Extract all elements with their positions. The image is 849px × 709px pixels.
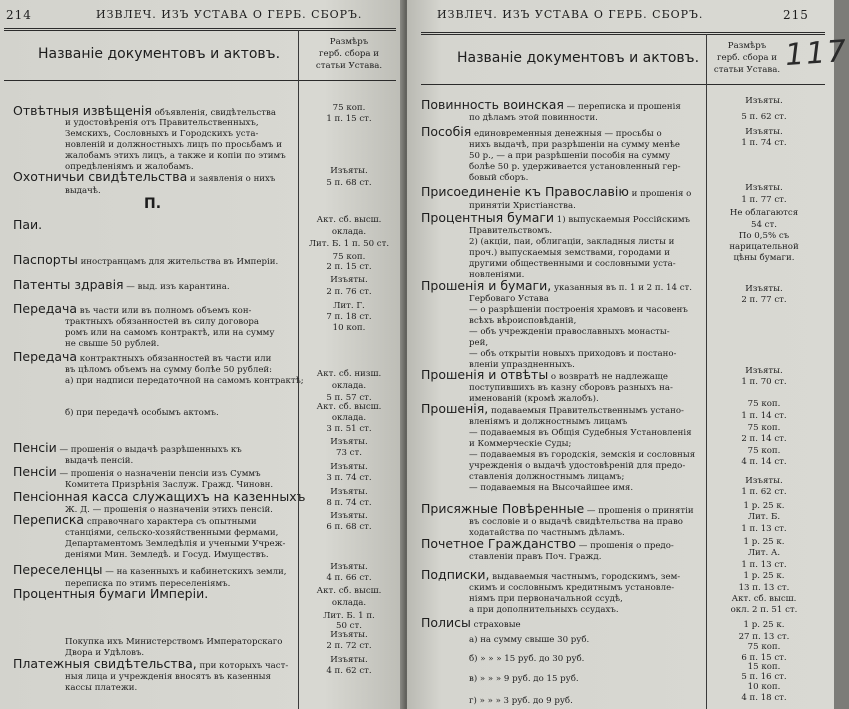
entry-text: вленіямъ и должностнымъ лицамъ — [469, 417, 628, 427]
stamp-duty-size: Изъяты. — [745, 127, 783, 137]
entry-text: — подаваемыя въ городскія, земскія и сословныя — [469, 450, 696, 460]
stamp-duty-size: 1 п. 15 ст. — [326, 114, 372, 124]
stamp-duty-size: 1 р. 25 к. — [743, 571, 785, 581]
entry-text: кассы платежи. — [65, 683, 138, 693]
stamp-duty-size: 2 п. 15 ст. — [326, 262, 372, 272]
entry-text: — переписка и прошенія — [563, 102, 681, 112]
entry-text: бовый сборъ. — [469, 173, 529, 183]
column-heading-size-1: Размѣръ — [329, 37, 369, 47]
stamp-duty-size: 1 р. 25 к. — [743, 537, 785, 547]
stamp-duty-size: оклада. — [331, 413, 367, 423]
entry-text: новленіями. — [469, 270, 525, 280]
entry-text: ромъ или на самомъ контрактѣ, или на сумму — [65, 328, 275, 338]
stamp-duty-size: Изъяты. — [745, 366, 783, 376]
entry-continuation-line — [469, 599, 619, 615]
stamp-duty-size: Лит. Г. — [333, 301, 365, 311]
column-heading-name: Названіе документовъ и актовъ. — [38, 46, 281, 62]
entry-text: по дѣламъ этой повинности. — [469, 113, 598, 123]
entry-title-line — [13, 216, 42, 232]
entry-text: контрактныхъ обязанностей въ части или — [77, 354, 272, 364]
stamp-duty-size: Лит. Б. 1 п. 50 ст. — [308, 239, 390, 249]
stamp-duty-size: 4 п. 62 ст. — [326, 666, 372, 676]
entry-text: при которыхъ част- — [196, 661, 289, 671]
stamp-duty-size: Изъяты. — [745, 476, 783, 486]
stamp-duty-size: Лит. А. — [747, 548, 781, 558]
entry-continuation-line — [65, 180, 101, 196]
entry-text: и заявленія о нихъ — [187, 174, 276, 184]
entry-title-line — [421, 277, 692, 293]
entry-continuation-line — [65, 402, 219, 418]
left-page — [0, 0, 405, 709]
entry-text: и прошенія о — [628, 189, 692, 199]
entry-text: — прошенія о принятіи — [584, 506, 694, 516]
entry-keyword: Повинность воинская — [421, 97, 564, 112]
column-heading-size-3: статьи Устава. — [315, 61, 383, 71]
entry-keyword: Подписки, — [421, 567, 490, 582]
entry-text: указанныя въ п. 1 и 2 п. 14 ст. — [551, 283, 693, 293]
stamp-duty-size: Акт. сб. высш. — [316, 402, 382, 412]
entry-keyword: Прошенія и отвѣты — [421, 367, 549, 382]
entry-continuation-line — [469, 648, 584, 664]
entry-text: Гербоваго Устава — [469, 294, 549, 304]
entry-text: — на казенныхъ и кабинетскихъ земли, — [102, 567, 287, 577]
entry-title-line — [13, 276, 230, 292]
stamp-duty-size: 10 коп. — [332, 323, 366, 333]
entry-text: выдачѣ. — [65, 186, 101, 196]
column-heading-size-3: статьи Устава. — [713, 65, 781, 75]
entry-keyword: Паспорты — [13, 252, 78, 267]
stamp-duty-size: Изъяты. — [330, 166, 368, 176]
stamp-duty-size: 2 п. 77 ст. — [741, 295, 787, 305]
entry-text: Покупка ихъ Министерствомъ Императорскаго — [65, 637, 283, 647]
entry-continuation-line — [469, 690, 573, 706]
entry-text: ніямъ при первоначальной ссудѣ, — [469, 594, 623, 604]
stamp-duty-size: Лит. Б. 1 п. — [323, 611, 375, 621]
entry-keyword: Патенты здравія — [13, 277, 124, 292]
stamp-duty-size: 8 п. 74 ст. — [326, 498, 372, 508]
entry-text: ставленіи правъ Поч. Гражд. — [469, 552, 602, 562]
stamp-duty-size: 5 п. 16 ст. — [741, 672, 787, 682]
stamp-duty-size: 10 коп. — [747, 682, 781, 692]
entry-text: — прошенія о выдачѣ разрѣшенныхъ къ — [56, 445, 242, 455]
entry-text: въ части или въ полномъ объемъ кон- — [77, 306, 252, 316]
entry-text: — объ открытіи новыхъ приходовъ и постано- — [469, 349, 677, 359]
stamp-duty-size: 6 п. 68 ст. — [326, 522, 372, 532]
stamp-duty-size: 2 п. 76 ст. — [326, 287, 372, 297]
entry-text: опредѣленіямъ и жалобамъ. — [65, 162, 194, 172]
stamp-duty-size: 1 п. 13 ст. — [741, 524, 787, 534]
running-head: ИЗВЛЕЧ. ИЗЪ УСТАВА О ГЕРБ. СБОРЪ. — [437, 8, 704, 21]
entry-keyword: Переписка — [13, 512, 85, 527]
stamp-duty-size: Изъяты. — [330, 655, 368, 665]
entry-text: переписка по этимъ переселеніямъ. — [65, 579, 231, 589]
entry-text: не свыше 50 рублей. — [65, 339, 160, 349]
entry-text: вленіи упраздненныхъ. — [469, 360, 575, 370]
right-page — [407, 0, 849, 709]
stamp-duty-size: 1 п. 62 ст. — [741, 487, 787, 497]
entry-text: Правительствомъ. — [469, 226, 553, 236]
stamp-duty-size: Не облагаются — [729, 208, 799, 218]
entry-text: а при дополнительныхъ ссудахъ. — [469, 605, 619, 615]
stamp-duty-size: 75 коп. — [332, 103, 366, 113]
entry-text: Ж. Д. — прошенія о назначеніи этихъ пенсій. — [65, 505, 273, 515]
entry-continuation-line — [65, 333, 159, 349]
entry-text: и Коммерческіе Суды; — [469, 439, 572, 449]
stamp-duty-size: Акт. сб. высш. — [316, 586, 382, 596]
entry-text: Комитета Призрѣнія Заслуж. Гражд. Чиновн. — [65, 480, 274, 490]
stamp-duty-size: 1 п. 13 ст. — [741, 560, 787, 570]
entry-text: Земскихъ, Сословныхъ и Городскихъ уста- — [65, 129, 259, 139]
entry-keyword: Паи. — [13, 217, 43, 232]
entry-text: Департаментомъ Земледѣлія и учеными Учреж- — [65, 539, 286, 549]
stamp-duty-size: 75 коп. — [747, 399, 781, 409]
stamp-duty-size: Изъяты. — [745, 96, 783, 106]
entry-text: б) при передачѣ особымъ актомъ. — [65, 408, 219, 418]
entry-text: — подаваемыя въ Общія Судебныя Установленія — [469, 428, 692, 438]
entry-keyword: Пособія — [421, 124, 472, 139]
entry-title-line — [13, 585, 208, 601]
entry-text: а) на сумму свыше 30 руб. — [469, 635, 590, 645]
stamp-duty-size: По 0,5% съ — [738, 231, 790, 241]
entry-text: ставленія должностнымъ лицамъ; — [469, 472, 625, 482]
entry-continuation-line — [469, 167, 528, 183]
entry-title-line — [13, 251, 278, 267]
entry-continuation-line — [469, 629, 589, 645]
entry-continuation-line — [65, 544, 269, 560]
stamp-duty-size: 4 п. 66 ст. — [326, 573, 372, 583]
stamp-duty-size: Изъяты. — [330, 462, 368, 472]
entry-text: въ сословіе и о выдачѣ свидѣтельства на право — [469, 517, 683, 527]
stamp-duty-size: 27 п. 13 ст. — [738, 632, 790, 642]
entry-title-line — [13, 168, 275, 184]
entry-continuation-line — [65, 677, 137, 693]
stamp-duty-size: Акт. сб. высш. — [731, 594, 797, 604]
entry-text: — выд. изъ карантина. — [123, 282, 230, 292]
stamp-duty-size: 7 п. 18 ст. — [326, 312, 372, 322]
stamp-duty-size: оклада. — [331, 381, 367, 391]
entry-keyword: Присоединеніе къ Православію — [421, 184, 629, 199]
stamp-duty-size: 3 п. 74 ст. — [326, 473, 372, 483]
stamp-duty-size: Лит. Б. — [747, 512, 781, 522]
entry-text: учрежденія о выдачѣ удостовѣреній для предо- — [469, 461, 686, 471]
entry-keyword: Почетное Гражданство — [421, 536, 577, 551]
entry-keyword: Прошенія, — [421, 401, 489, 416]
stamp-duty-size: 1 п. 77 ст. — [741, 195, 787, 205]
stamp-duty-size: 5 п. 68 ст. — [326, 178, 372, 188]
entry-title-line — [421, 209, 690, 225]
page-number: 215 — [783, 8, 809, 22]
entry-continuation-line — [65, 370, 304, 386]
stamp-duty-size: 1 р. 25 к. — [743, 620, 785, 630]
stamp-duty-size: Изъяты. — [745, 183, 783, 193]
stamp-duty-size: 4 п. 14 ст. — [741, 457, 787, 467]
stamp-duty-size: 6 п. 15 ст. — [741, 653, 787, 663]
entry-text: 50 р., — а при разрѣшеніи пособія на сумму — [469, 151, 671, 161]
stamp-duty-size: 1 п. 74 ст. — [741, 138, 787, 148]
entry-continuation-line — [469, 321, 670, 337]
entry-text: Двора и Удѣловъ. — [65, 648, 145, 658]
header-rule-top — [4, 28, 396, 31]
stamp-duty-size: Акт. сб. высш. — [316, 215, 382, 225]
stamp-duty-size: нарицательной — [729, 242, 799, 252]
entry-text: станціями, сельско-хозяйственными фермами, — [65, 528, 279, 538]
header-rule-bottom — [4, 80, 396, 81]
entry-text: выдачѣ пенсій. — [65, 456, 134, 466]
entry-text: въ цѣломъ объемъ на сумму болѣе 50 рублей: — [65, 365, 273, 375]
stamp-duty-size: Изъяты. — [330, 511, 368, 521]
entry-text: принятіи Христіанства. — [469, 201, 576, 211]
entry-text: объявленія, свидѣтельства — [151, 108, 276, 118]
stamp-duty-size: 1 р. 25 к. — [743, 501, 785, 511]
section-heading: П. — [144, 196, 162, 212]
stamp-duty-size: окл. 2 п. 51 ст. — [730, 605, 798, 615]
column-heading-size-2: герб. сбора и — [717, 53, 777, 63]
stamp-duty-size: 75 коп. — [747, 642, 781, 652]
entry-text: другими общественными и сословными уста- — [469, 259, 676, 269]
entry-text: трактныхъ обязанностей въ силу договора — [65, 317, 260, 327]
entry-text: именованій (кромѣ жалобъ). — [469, 394, 599, 404]
entry-keyword: Пенсіи — [13, 440, 57, 455]
entry-keyword: Пенсіи — [13, 464, 57, 479]
stamp-duty-size: 15 коп. — [747, 662, 781, 672]
stamp-duty-size: Изъяты. — [330, 630, 368, 640]
column-heading-size-2: герб. сбора и — [319, 49, 379, 59]
entry-keyword: Полисы — [421, 615, 471, 630]
entry-keyword: Платежныя свидѣтельства, — [13, 656, 197, 671]
stamp-duty-size: 54 ст. — [751, 220, 777, 230]
entry-text: иностранцамъ для жительства въ Имперіи. — [77, 257, 279, 267]
stamp-duty-size: Изъяты. — [745, 284, 783, 294]
stamp-duty-size: Изъяты. — [330, 562, 368, 572]
entry-text: проч.) выпускаемыя земствами, городами и — [469, 248, 670, 258]
stamp-duty-size: 3 п. 51 ст. — [326, 424, 372, 434]
stamp-duty-size: 13 п. 13 ст. — [738, 583, 790, 593]
entry-keyword: Отвѣтныя извѣщенія — [13, 103, 152, 118]
entry-keyword: Переселенцы — [13, 562, 103, 577]
entry-text: б) » » » 15 руб. до 30 руб. — [469, 654, 585, 664]
entry-text: страховые — [470, 620, 521, 630]
entry-text: единовременныя денежныя — просьбы о — [471, 129, 662, 139]
column-divider — [706, 34, 707, 709]
stamp-duty-size: Изъяты. — [330, 437, 368, 447]
entry-text: выдаваемыя частнымъ, городскимъ, зем- — [489, 572, 681, 582]
entry-text: ныя лица и учрежденія вносятъ въ казенныя — [65, 672, 271, 682]
entry-keyword: Передача — [13, 349, 78, 364]
stamp-duty-size: 75 коп. — [747, 446, 781, 456]
entry-continuation-line — [469, 668, 579, 684]
entry-text: подаваемыя Правительственнымъ устано- — [488, 406, 684, 416]
entry-text: деніями Мин. Земледѣ. и Госуд. Имуществъ. — [65, 550, 269, 560]
stamp-duty-size: 75 коп. — [332, 252, 366, 262]
handwritten-number: 117 — [783, 33, 849, 74]
entry-text: — прошенія о назначеніи пенсіи изъ Суммъ — [56, 469, 261, 479]
stamp-duty-size: 2 п. 14 ст. — [741, 434, 787, 444]
entry-continuation-line — [469, 477, 633, 493]
running-head: ИЗВЛЕЧ. ИЗЪ УСТАВА О ГЕРБ. СБОРЪ. — [96, 8, 363, 21]
entry-continuation-line — [469, 546, 601, 562]
entry-text: — подаваемыя на Высочайшее имя. — [469, 483, 634, 493]
stamp-duty-size: 1 п. 14 ст. — [741, 411, 787, 421]
stamp-duty-size: 2 п. 72 ст. — [326, 641, 372, 651]
stamp-duty-size: цѣны бумаги. — [733, 253, 795, 263]
entry-text: — объ учрежденіи православныхъ монасты- — [469, 327, 670, 337]
stamp-duty-size: Акт. сб. низш. — [316, 369, 382, 379]
entry-title-line — [421, 614, 521, 630]
stamp-duty-size: 1 п. 70 ст. — [741, 377, 787, 387]
entry-keyword: Процентныя бумаги — [421, 210, 555, 225]
column-heading-name: Названіе документовъ и актовъ. — [457, 50, 700, 66]
stamp-duty-size: оклада. — [331, 598, 367, 608]
stamp-duty-size: 5 п. 57 ст. — [326, 393, 372, 403]
stamp-duty-size: 73 ст. — [336, 448, 362, 458]
entry-text: болѣе 50 р. удерживается установленный гер- — [469, 162, 681, 172]
entry-text: и удостовѣренія отъ Правительственныхъ, — [65, 118, 259, 128]
entry-text: 2) (акціи, паи, облигаціи, закладныя листы и — [469, 237, 675, 247]
entry-text: 1) выпускаемыя Россійскимъ — [554, 215, 691, 225]
entry-text: в) » » » 9 руб. до 15 руб. — [469, 674, 579, 684]
entry-text: поступившихъ въ казну сборовъ разныхъ на- — [469, 383, 673, 393]
entry-text: скимъ и сословнымъ кредитнымъ установле- — [469, 583, 675, 593]
entry-text: справочнаго характера съ опытными — [84, 517, 257, 527]
entry-continuation-line — [469, 107, 598, 123]
entry-text: новленій и должностныхъ лицъ по просьбамъ и — [65, 140, 282, 150]
entry-keyword: Прошенія и бумаги, — [421, 278, 552, 293]
stamp-duty-size: оклада. — [331, 227, 367, 237]
entry-keyword: Пенсіонная касса служащихъ на казенныхъ — [13, 489, 306, 504]
page-number: 214 — [6, 8, 32, 22]
column-heading-size-1: Размѣръ — [727, 41, 767, 51]
entry-text: всѣхъ вѣроисповѣданій, — [469, 316, 577, 326]
entry-text: нихъ выдачѣ, при разрѣшеніи на сумму менѣе — [469, 140, 680, 150]
entry-text: г) » » » 3 руб. до 9 руб. — [469, 696, 573, 706]
entry-keyword: Охотничьи свидѣтельства — [13, 169, 188, 184]
stamp-duty-size: 5 п. 62 ст. — [741, 112, 787, 122]
header-rule-top — [421, 32, 825, 35]
header-rule-bottom — [421, 84, 825, 85]
stamp-duty-size: Изъяты. — [330, 487, 368, 497]
entry-text: о возвратѣ не надлежаще — [548, 372, 669, 382]
entry-text: рей, — [469, 338, 489, 348]
entry-text: ходатайства по частнымъ дѣламъ. — [469, 528, 625, 538]
stamp-duty-size: 50 ст. — [336, 621, 362, 631]
entry-text: жалобамъ этихъ лицъ, а также и копіи по этимъ — [65, 151, 286, 161]
entry-keyword: Присяжные Повѣренные — [421, 501, 585, 516]
stamp-duty-size: Изъяты. — [330, 275, 368, 285]
entry-keyword: Процентныя бумаги Имперіи. — [13, 586, 209, 601]
entry-keyword: Передача — [13, 301, 78, 316]
entry-text: — прошенія о предо- — [576, 541, 674, 551]
entry-text: — о разрѣшеніи построенія храмовъ и часовенъ — [469, 305, 688, 315]
stamp-duty-size: 4 п. 18 ст. — [741, 693, 787, 703]
stamp-duty-size: 75 коп. — [747, 423, 781, 433]
entry-text: а) при надписи передаточной на самомъ контрактѣ; — [65, 376, 304, 386]
